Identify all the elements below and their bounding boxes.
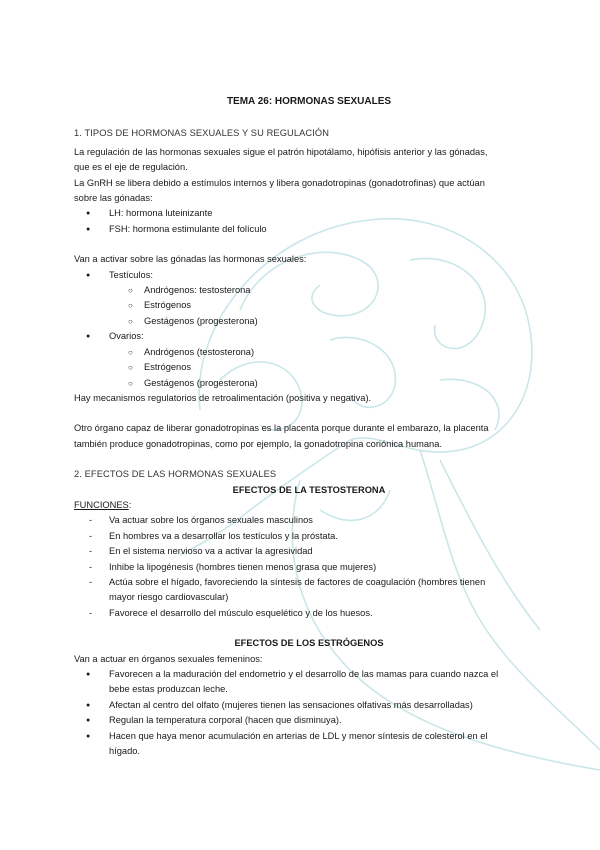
section-heading-1: 1. TIPOS DE HORMONAS SEXUALES Y SU REGULACIÓN (74, 128, 330, 139)
sub-list-item: ○ Gestágenos (progesterona) (74, 314, 544, 329)
list-item (74, 729, 544, 760)
estrogenos-effects-list (74, 667, 544, 759)
list-item (74, 575, 544, 606)
paragraph-line: Hay mecanismos regulatorios de retroalimentación (positiva y negativa). (74, 392, 372, 403)
paragraph-line: que es el eje de regulación. (74, 162, 188, 173)
sub-list-item: ○ Estrógenos (74, 360, 544, 375)
sub-list-item: ○ Estrógenos (74, 298, 544, 313)
list-item: ● Testículos: (74, 268, 544, 283)
paragraph-line: Van a activar sobre las gónadas las hormonas sexuales: (74, 254, 307, 265)
sub-list-item: ○ Gestágenos (progesterona) (74, 376, 544, 391)
list-item-line: Actúa sobre el hígado, favoreciendo la síntesis de factores de coagulación (hombres tienen (109, 576, 486, 587)
list-item: ● FSH: hormona estimulante del folículo (74, 222, 544, 237)
list-item: ● LH: hormona luteinizante (74, 206, 544, 221)
list-item-line: hígado. (109, 746, 141, 757)
section-heading-2: 2. EFECTOS DE LAS HORMONAS SEXUALES (74, 469, 277, 480)
paragraph-line: Otro órgano capaz de liberar gonadotropinas es la placenta porque durante el embarazo, la placenta (74, 423, 489, 434)
list-item: ● Ovarios: (74, 329, 544, 344)
paragraph-line: La GnRH se libera debido a estímulos internos y libera gonadotropinas (gonadotrofinas) que actúan (74, 177, 485, 188)
list-item: - Favorece el desarrollo del músculo esquelético y de los huesos. (74, 606, 544, 621)
page-title: TEMA 26: HORMONAS SEXUALES (226, 96, 392, 107)
list-item-line: Hacen que haya menor acumulación en arterias de LDL y menor síntesis de colesterol en el (109, 730, 488, 741)
list-item-line: Favorecen a la maduración del endometrio y el desarrollo de las mamas para cuando nazca el (109, 669, 499, 679)
testosterona-effects-list (74, 513, 544, 621)
list-item-line: bebe estas produzcan leche. (109, 684, 228, 695)
paragraph-line: también produce gonadotropinas, como por ejemplo, la gonadotropina coriónica humana. (74, 438, 442, 449)
list-item: - En el sistema nervioso va a activar la agresividad (74, 544, 544, 559)
document-body (74, 94, 544, 759)
subheading-testosterona: EFECTOS DE LA TESTOSTERONA (232, 484, 386, 495)
sub-list-item: ○ Andrógenos (testosterona) (74, 345, 544, 360)
paragraph-line: Van a actuar en órganos sexuales femeninos: (74, 653, 263, 664)
funciones-label (74, 498, 544, 513)
list-item: - En hombres va a desarrollar los testículos y la próstata. (74, 529, 544, 544)
paragraph-line: La regulación de las hormonas sexuales sigue el patrón hipotálamo, hipófisis anterior y las gónadas, (74, 146, 488, 157)
paragraph-line: sobre las gónadas: (74, 193, 153, 204)
list-item: - Inhibe la lipogénesis (hombres tienen menos grasa que mujeres) (74, 560, 544, 575)
list-item: ● Regulan la temperatura corporal (hacen que disminuya). (74, 713, 544, 728)
list-item-line: mayor riesgo cardiovascular) (109, 592, 229, 603)
gonad-list (74, 268, 544, 391)
list-item (74, 667, 544, 698)
list-item: ● Afectan al centro del olfato (mujeres tienen las sensaciones olfativas más desarrolladas) (74, 698, 544, 713)
list-item: - Va actuar sobre los órganos sexuales masculinos (74, 513, 544, 528)
sub-list-item: ○ Andrógenos: testosterona (74, 283, 544, 298)
funciones-text: FUNCIONES (74, 499, 129, 510)
subheading-estrogenos: EFECTOS DE LOS ESTRÓGENOS (234, 638, 384, 649)
funciones-colon: : (128, 499, 132, 510)
gonadotropin-list (74, 206, 544, 237)
